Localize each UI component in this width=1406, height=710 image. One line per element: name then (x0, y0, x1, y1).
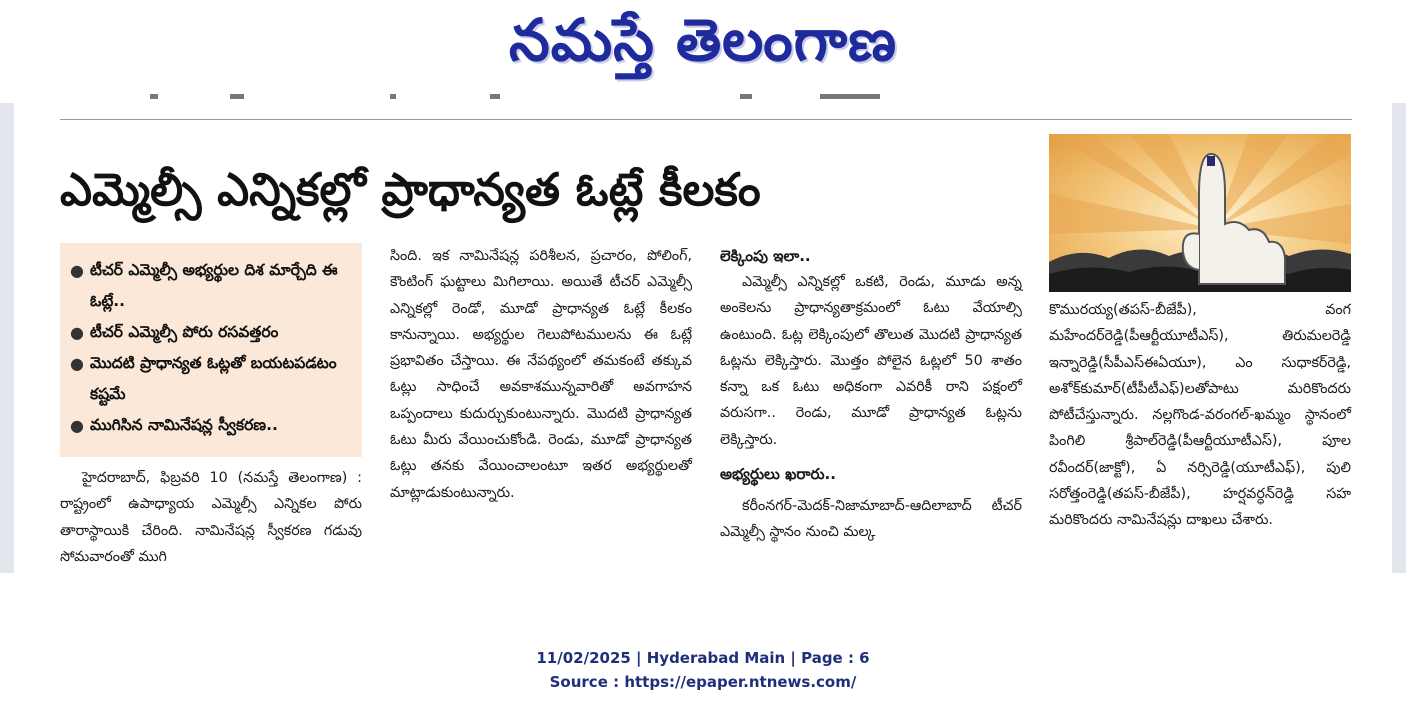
bullet-icon: ● (70, 416, 84, 435)
highlight-text: టీచర్ ఎమ్మెల్సీ పోరు రసవత్తరం (90, 323, 279, 341)
highlight-text: ముగిసిన నామినేషన్ల స్వీకరణ.. (90, 416, 278, 434)
bullet-icon: ● (70, 354, 84, 373)
bullet-icon: ● (70, 323, 84, 342)
highlight-item (68, 317, 356, 348)
subheading-counting: లెక్కింపు ఇలా.. (720, 247, 811, 265)
newspaper-title: నమస్తే తెలంగాణ (509, 6, 897, 74)
highlight-item (68, 255, 356, 317)
dateline-paragraph: హైదరాబాద్, ఫిబ్రవరి 10 (నమస్తే తెలంగాణ) : రాష్ట్రంలో ఉపాధ్యాయ ఎమ్మెల్సీ ఎన్నికల పోరు తారాస్థాయికి చేరింది. నామినేషన్ల స్వీకరణ గడువు సోమవారంతో ముగి (60, 470, 362, 565)
body-paragraph: కొమురయ్య(తపస్-బీజేపీ), వంగ మహేందర్‌రెడ్డి(పీఆర్టీయూటీఎస్), తిరుమలరెడ్డి ఇన్నారెడ్డి(సీపీఎస్ఈఏయూ), ఎం సుధాకర్‌రెడ్డి, అశోక్‌కుమార్(టీపీటీఎఫ్)లతోపాటు మరికొందరు పోటీచేస్తున్నారు. నల్లగొండ-వరంగల్-ఖమ్మం స్థానంలో పింగిలి శ్రీపాల్‌రెడ్డి(పీఆర్టీయూటీఎస్), పూల రవీందర్(జాక్టో), ఏ నర్సిరెడ్డి(యూటీఎఫ్), పులి సరోత్తంరెడ్డి(తపస్-బీజేపీ), హర్షవర్ధన్‌రెడ్డి సహ మరికొందరు నామినేషన్లు దాఖలు చేశారు. (1049, 302, 1351, 529)
source-link[interactable]: Source : https://epaper.ntnews.com/ (549, 673, 857, 691)
body-paragraph: సింది. ఇక నామినేషన్ల పరిశీలన, ప్రచారం, పోలింగ్, కౌంటింగ్ ఘట్టాలు మిగిలాయి. అయితే టీచర్ ఎమ్మెల్సీ ఎన్నికల్లో రెండో, మూడో ప్రాధాన్యత ఓట్లే కీలకం కానున్నాయి. అభ్యర్థుల గెలుపోటములను ఈ ఓట్లే ప్రభావితం చేస్తాయి. ఈ నేపథ్యంలో తమకంటే తక్కువ ఓట్లు సాధించే అవకాశమున్నవారితో అవగాహన ఒప్పందాలు కుదుర్చుకుంటున్నారు. మొదటి ప్రాధాన్యత ఓటు మీరు వేయించుకోండి. రెండు, మూడో ప్రాధాన్యత ఓట్లు తనకు వేయించాలంటూ ఇతర అభ్యర్థులతో మాట్లాడుకుంటున్నారు. (390, 248, 692, 501)
highlight-item (68, 410, 356, 441)
bullet-icon: ● (70, 261, 84, 280)
highlight-text: మొదటి ప్రాధాన్యత ఓట్లతో బయటపడటం కష్టమే (90, 354, 337, 403)
article-column-1 (60, 465, 362, 570)
voting-finger-illustration (1049, 134, 1351, 292)
right-page-margin (1392, 103, 1406, 573)
voting-finger-photo (1049, 134, 1351, 292)
page-footer (0, 646, 1406, 694)
body-paragraph: కరీంనగర్-మెదక్-నిజామాబాద్-ఆదిలాబాద్ టీచర్ ఎమ్మెల్సీ స్థానం నుంచి మల్క (720, 498, 1022, 541)
article-column-2 (390, 243, 692, 506)
highlight-text: టీచర్ ఎమ్మెల్సీ అభ్యర్థుల దిశ మార్చేది ఈ ఓట్లే.. (90, 261, 338, 310)
article-headline: ఎమ్మెల్సీ ఎన్నికల్లో ప్రాధాన్యత ఓట్లే కీలకం (60, 163, 761, 216)
left-page-margin (0, 103, 14, 573)
highlights-box (60, 243, 362, 457)
cropped-text-strip (60, 92, 900, 102)
article-column-3 (720, 243, 1022, 546)
article-column-4 (1049, 297, 1351, 534)
masthead (0, 2, 1406, 80)
subheading-candidates: అభ్యర్థులు ఖరారు.. (720, 465, 836, 484)
section-divider (60, 119, 1352, 120)
highlight-item (68, 348, 356, 410)
edition-info: 11/02/2025 | Hyderabad Main | Page : 6 (536, 649, 870, 667)
body-paragraph: ఎమ్మెల్సీ ఎన్నికల్లో ఒకటి, రెండు, మూడు అన్న అంకెలను ప్రాధాన్యతాక్రమంలో ఓటు వేయాల్సి ఉంటుంది. ఓట్ల లెక్కింపులో తొలుత మొదటి ప్రాధాన్యత ఓట్లను లెక్కిస్తారు. మొత్తం పోలైన ఓట్లలో 50 శాతం కన్నా ఒక ఓటు అధికంగా ఎవరికీ రాని పక్షంలో వరుసగా.. రెండు, మూడో ప్రాధాన్యత ఓట్లను లెక్కిస్తారు. (720, 274, 1022, 448)
